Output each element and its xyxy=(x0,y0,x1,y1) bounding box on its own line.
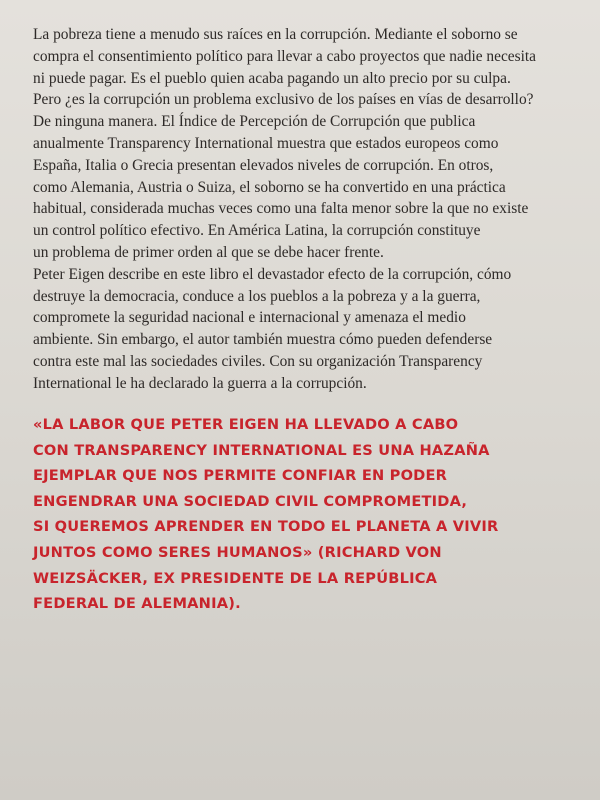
text-line: ni puede pagar. Es el pueblo quien acaba pagando un alto precio por su culpa. xyxy=(33,69,511,87)
text-line: un control político efectivo. En América Latina, la corrupción constituye xyxy=(33,222,481,240)
synopsis-paragraph-2 xyxy=(33,264,573,395)
text-line: International le ha declarado la guerra a la corrupción. xyxy=(33,374,367,392)
text-line: Pero ¿es la corrupción un problema exclusivo de los países en vías de desarrollo? xyxy=(33,91,534,109)
text-line: compra el consentimiento político para llevar a cabo proyectos que nadie necesita xyxy=(33,47,536,65)
quote-line: JUNTOS COMO SERES HUMANOS» (RICHARD VON xyxy=(33,543,442,561)
synopsis-paragraph-1 xyxy=(33,24,573,264)
quote-line: FEDERAL DE ALEMANIA). xyxy=(33,595,241,613)
text-line: España, Italia o Grecia presentan elevados niveles de corrupción. En otros, xyxy=(33,156,494,174)
text-line: como Alemania, Austria o Suiza, el soborno se ha convertido en una práctica xyxy=(33,178,506,196)
text-line: un problema de primer orden al que se debe hacer frente. xyxy=(33,243,384,261)
quote-line: EJEMPLAR QUE NOS PERMITE CONFIAR EN PODER xyxy=(33,467,448,485)
text-line: ambiente. Sin embargo, el autor también muestra cómo pueden defenderse xyxy=(33,331,493,349)
text-line: Peter Eigen describe en este libro el devastador efecto de la corrupción, cómo xyxy=(33,265,512,283)
text-line: compromete la seguridad nacional e internacional y amenaza el medio xyxy=(33,309,466,327)
endorsement-quote xyxy=(33,412,573,617)
synopsis-text xyxy=(33,24,573,395)
quote-line: SI QUEREMOS APRENDER EN TODO EL PLANETA A VIVIR xyxy=(33,518,499,536)
quote-line: «LA LABOR QUE PETER EIGEN HA LLEVADO A CABO xyxy=(33,416,459,433)
text-line: habitual, considerada muchas veces como una falta menor sobre la que no existe xyxy=(33,200,529,218)
text-line: De ninguna manera. El Índice de Percepción de Corrupción que publica xyxy=(33,113,476,131)
quote-line: WEIZSÄCKER, EX PRESIDENTE DE LA REPÚBLICA xyxy=(33,569,438,587)
text-line: destruye la democracia, conduce a los pueblos a la pobreza y a la guerra, xyxy=(33,287,481,305)
text-line: anualmente Transparency International muestra que estados europeos como xyxy=(33,134,499,152)
quote-line: ENGENDRAR UNA SOCIEDAD CIVIL COMPROMETIDA, xyxy=(33,492,468,510)
quote-line: CON TRANSPARENCY INTERNATIONAL ES UNA HAZAÑA xyxy=(33,441,490,459)
text-line: La pobreza tiene a menudo sus raíces en la corrupción. Mediante el soborno se xyxy=(33,26,518,43)
text-line: contra este mal las sociedades civiles. Con su organización Transparency xyxy=(33,352,483,370)
